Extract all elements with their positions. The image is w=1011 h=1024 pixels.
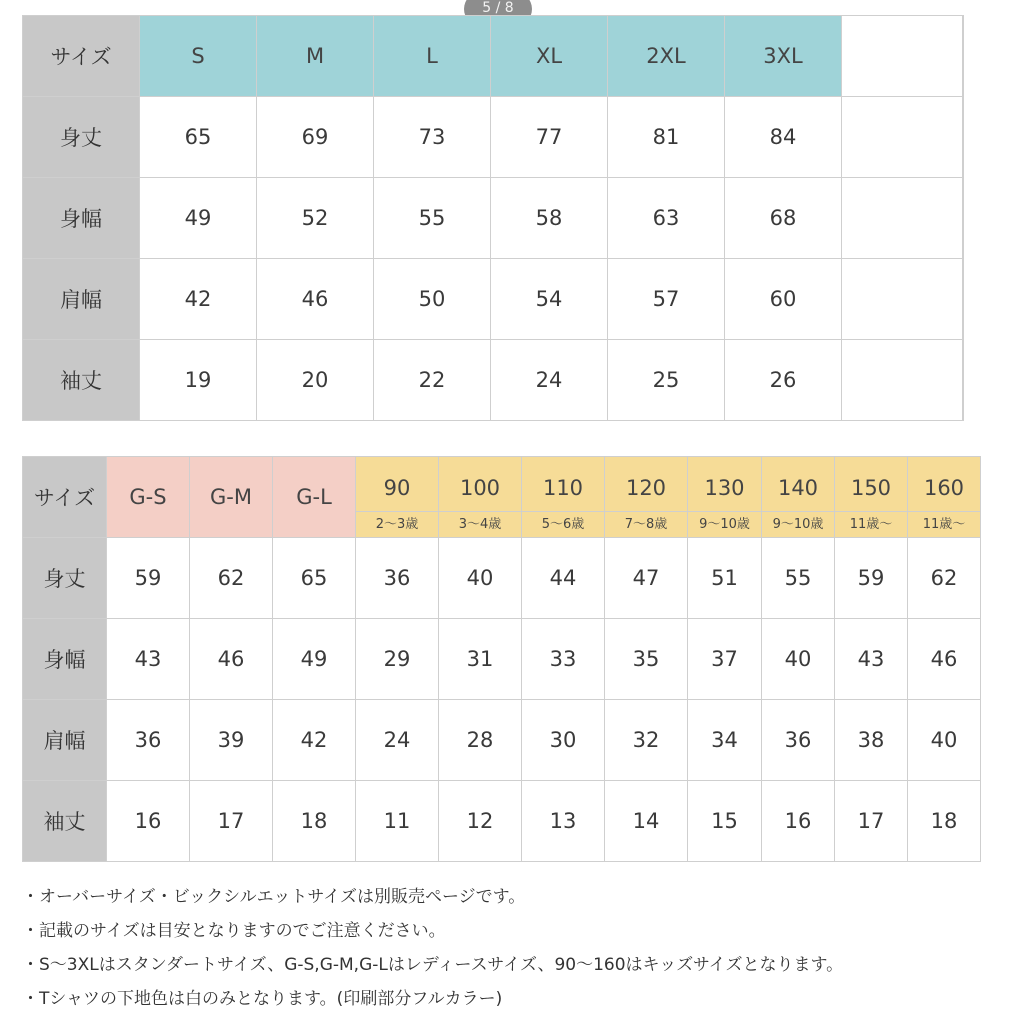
table-cell: 20	[257, 340, 374, 421]
blank-cell	[842, 178, 963, 259]
table-cell: 65	[140, 97, 257, 178]
size-header-160	[908, 457, 981, 538]
standard-size-table	[22, 15, 964, 421]
blank-cell	[842, 340, 963, 421]
table-cell: 25	[608, 340, 725, 421]
size-header-3xl: 3XL	[725, 16, 842, 97]
size-header-140	[762, 457, 835, 538]
table-cell: 84	[725, 97, 842, 178]
table-cell: 81	[608, 97, 725, 178]
table-cell: 18	[273, 781, 356, 862]
size-header-90	[356, 457, 439, 538]
table-cell: 24	[356, 700, 439, 781]
kids-size: 90	[383, 476, 411, 500]
table-cell: 52	[257, 178, 374, 259]
table-cell: 57	[608, 259, 725, 340]
table-cell: 33	[522, 619, 605, 700]
table-cell: 15	[688, 781, 762, 862]
table-cell: 47	[605, 538, 688, 619]
size-header-g-m: G-M	[190, 457, 273, 538]
table-cell: 38	[835, 700, 908, 781]
table-header-row	[23, 16, 963, 97]
kids-size: 150	[850, 476, 892, 500]
kids-age: 11歳〜	[835, 511, 907, 537]
row-label: 肩幅	[23, 700, 107, 781]
size-corner-label: サイズ	[23, 16, 140, 97]
table-cell: 40	[908, 700, 981, 781]
size-header-100	[439, 457, 522, 538]
table-cell: 24	[491, 340, 608, 421]
table-cell: 11	[356, 781, 439, 862]
size-header-150	[835, 457, 908, 538]
note-item: ・S〜3XLはスタンダートサイズ、G-S,G-M,G-Lはレディースサイズ、90〜160はキッズサイズとなります。	[22, 955, 844, 975]
table-cell: 34	[688, 700, 762, 781]
table-cell: 30	[522, 700, 605, 781]
blank-cell	[842, 259, 963, 340]
table-cell: 19	[140, 340, 257, 421]
kids-size: 100	[459, 476, 501, 500]
table-cell: 40	[762, 619, 835, 700]
notes-list	[22, 880, 992, 1016]
kids-size: 160	[923, 476, 965, 500]
row-label: 身幅	[23, 178, 140, 259]
table-cell: 35	[605, 619, 688, 700]
table-cell: 49	[140, 178, 257, 259]
kids-age: 7〜8歳	[605, 511, 687, 537]
note-item: ・Tシャツの下地色は白のみとなります。(印刷部分フルカラー)	[22, 989, 503, 1009]
table-cell: 13	[522, 781, 605, 862]
table-cell: 17	[190, 781, 273, 862]
kids-age: 5〜6歳	[522, 511, 604, 537]
row-label: 身丈	[23, 538, 107, 619]
table-cell: 40	[439, 538, 522, 619]
size-header-130	[688, 457, 762, 538]
table-header-row	[23, 457, 981, 538]
size-header-s: S	[140, 16, 257, 97]
row-label: 肩幅	[23, 259, 140, 340]
table-cell: 59	[107, 538, 190, 619]
table-cell: 68	[725, 178, 842, 259]
table-cell: 43	[835, 619, 908, 700]
table-cell: 29	[356, 619, 439, 700]
table-cell: 65	[273, 538, 356, 619]
size-header-120	[605, 457, 688, 538]
kids-age: 9〜10歳	[688, 511, 761, 537]
table-row	[23, 619, 981, 700]
table-cell: 60	[725, 259, 842, 340]
kids-age: 2〜3歳	[356, 511, 438, 537]
row-label: 袖丈	[23, 781, 107, 862]
table-cell: 50	[374, 259, 491, 340]
size-header-g-s: G-S	[107, 457, 190, 538]
ladies-kids-size-table	[22, 456, 981, 862]
row-label: 身幅	[23, 619, 107, 700]
table-cell: 77	[491, 97, 608, 178]
table-cell: 36	[762, 700, 835, 781]
table-cell: 16	[762, 781, 835, 862]
table-cell: 46	[257, 259, 374, 340]
kids-size: 130	[704, 476, 745, 500]
table-row	[23, 700, 981, 781]
table-cell: 31	[439, 619, 522, 700]
table-cell: 55	[374, 178, 491, 259]
table-cell: 46	[908, 619, 981, 700]
table-cell: 43	[107, 619, 190, 700]
kids-age: 9〜10歳	[762, 511, 834, 537]
table-cell: 22	[374, 340, 491, 421]
size-header-110	[522, 457, 605, 538]
size-corner-label: サイズ	[23, 457, 107, 538]
table-cell: 32	[605, 700, 688, 781]
table-cell: 14	[605, 781, 688, 862]
table-cell: 37	[688, 619, 762, 700]
note-item: ・オーバーサイズ・ビックシルエットサイズは別販売ページです。	[22, 887, 526, 907]
table-cell: 58	[491, 178, 608, 259]
table-cell: 16	[107, 781, 190, 862]
table-cell: 69	[257, 97, 374, 178]
table-cell: 36	[107, 700, 190, 781]
table-cell: 42	[140, 259, 257, 340]
table-cell: 73	[374, 97, 491, 178]
table-cell: 12	[439, 781, 522, 862]
table-cell: 55	[762, 538, 835, 619]
table-cell: 46	[190, 619, 273, 700]
table-cell: 62	[908, 538, 981, 619]
table-cell: 54	[491, 259, 608, 340]
kids-size: 140	[777, 476, 819, 500]
size-header-g-l: G-L	[273, 457, 356, 538]
table-row	[23, 259, 963, 340]
table-row	[23, 340, 963, 421]
table-cell: 18	[908, 781, 981, 862]
table-cell: 36	[356, 538, 439, 619]
blank-cell	[842, 16, 963, 97]
table-cell: 42	[273, 700, 356, 781]
kids-age: 3〜4歳	[439, 511, 521, 537]
table-cell: 51	[688, 538, 762, 619]
size-header-l: L	[374, 16, 491, 97]
table-row	[23, 538, 981, 619]
table-cell: 49	[273, 619, 356, 700]
row-label: 身丈	[23, 97, 140, 178]
table-cell: 44	[522, 538, 605, 619]
table-cell: 26	[725, 340, 842, 421]
table-cell: 59	[835, 538, 908, 619]
kids-age: 11歳〜	[908, 511, 980, 537]
table-row	[23, 178, 963, 259]
table-cell: 39	[190, 700, 273, 781]
table-cell: 17	[835, 781, 908, 862]
image-page-counter: 5 / 8	[464, 0, 532, 26]
kids-size: 120	[625, 476, 667, 500]
table-cell: 28	[439, 700, 522, 781]
table-cell: 63	[608, 178, 725, 259]
note-item: ・記載のサイズは目安となりますのでご注意ください。	[22, 921, 446, 941]
kids-size: 110	[542, 476, 584, 500]
size-header-xl: XL	[491, 16, 608, 97]
table-row	[23, 97, 963, 178]
row-label: 袖丈	[23, 340, 140, 421]
table-row	[23, 781, 981, 862]
size-header-m: M	[257, 16, 374, 97]
table-cell: 62	[190, 538, 273, 619]
size-header-2xl: 2XL	[608, 16, 725, 97]
blank-cell	[842, 97, 963, 178]
